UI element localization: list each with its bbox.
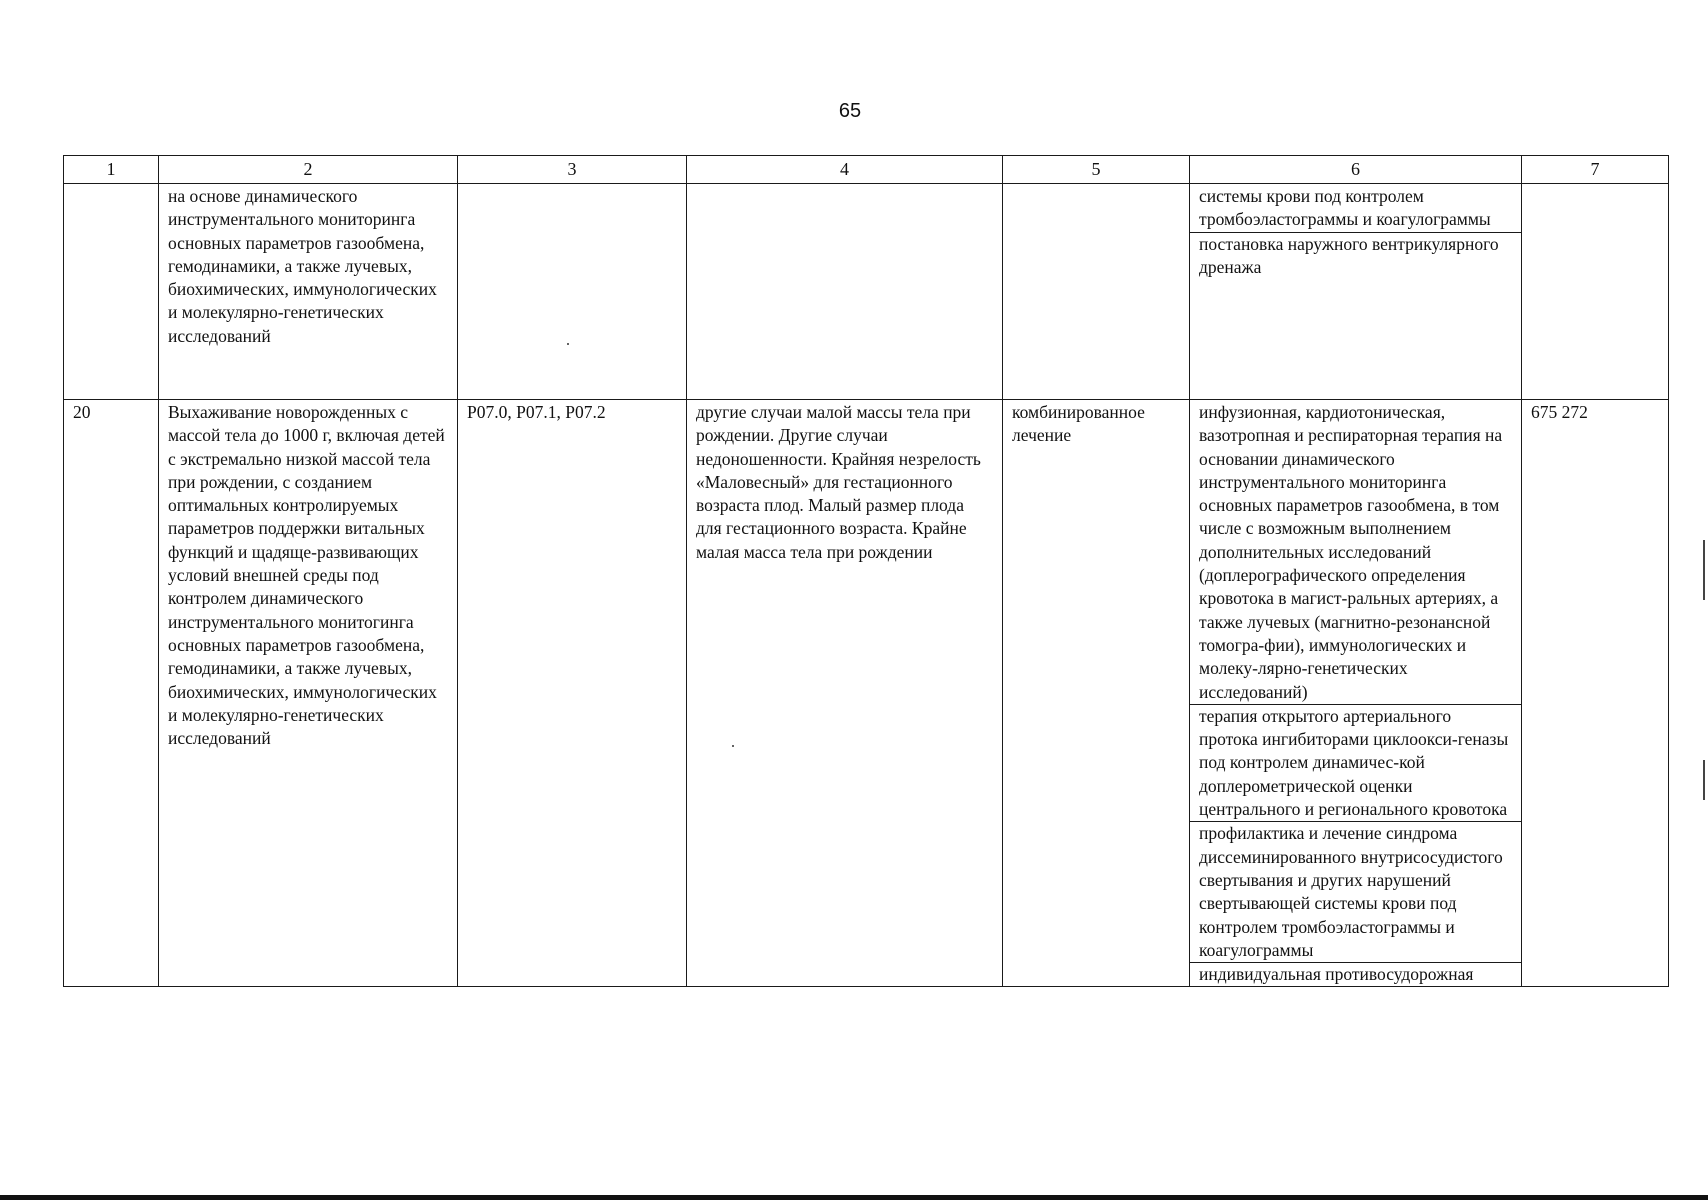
column-header-3: 3 — [458, 156, 687, 184]
cont-col3 — [458, 184, 687, 400]
column-header-2: 2 — [159, 156, 458, 184]
method-2: терапия открытого артериального протока ингибиторами циклоокси-геназы под контролем динамичес-кой доплерометрической оценки центрального и регионального кровотока — [1190, 704, 1521, 821]
column-header-1: 1 — [64, 156, 159, 184]
scan-edge-mark — [1703, 540, 1705, 600]
row-treatment-type: комбинированное лечение — [1003, 400, 1190, 987]
cont-method-2: постановка наружного вентрикулярного дренажа — [1190, 232, 1521, 280]
scan-bottom-edge — [0, 1195, 1708, 1200]
column-header-6: 6 — [1190, 156, 1522, 184]
services-table — [63, 155, 1669, 987]
row-number: 20 — [64, 400, 159, 987]
cont-description: на основе динамического инструментального мониторинга основных параметров газообмена, гемодинамики, а также лучевых, биохимических, иммунологических и молекулярно-генетических исследований — [159, 184, 458, 400]
method-1: инфузионная, кардиотоническая, вазотропная и респираторная терапия на основании динамического инструментального мониторинга основных параметров газообмена, в том числе с возможным выполнением дополнительных исследований (доплерографического определения кровотока в магист-ральных артериях, а также лучевых (магнитно-резонансной томогра-фии), иммунологических и молеку-лярно-генетических исследований) — [1199, 402, 1503, 702]
row-cost: 675 272 — [1522, 400, 1669, 987]
row-methods-cell — [1190, 400, 1522, 987]
column-number-row — [64, 156, 1669, 184]
cont-col5 — [1003, 184, 1190, 400]
cont-col1 — [64, 184, 159, 400]
scan-speck — [732, 745, 734, 747]
cont-col4 — [687, 184, 1003, 400]
row-description: Выхаживание новорожденных с массой тела до 1000 г, включая детей с экстремально низкой массой тела при рождении, с созданием оптимальных контролируемых параметров поддержки витальных функций и щадяще-развивающих условий внешней среды под контролем динамического инструментального монитогинга основных параметров газообмена, гемодинамики, а также лучевых, биохимических, иммунологических и молекулярно-генетических исследований — [159, 400, 458, 987]
cont-method-1: системы крови под контролем тромбоэластограммы и коагулограммы — [1199, 186, 1491, 230]
row-codes: P07.0, P07.1, P07.2 — [458, 400, 687, 987]
column-header-5: 5 — [1003, 156, 1190, 184]
method-3: профилактика и лечение синдрома диссеминированного внутрисосудистого свертывания и других нарушений свертывающей системы крови под контролем тромбоэластограммы и коагулограммы — [1190, 821, 1521, 962]
column-header-4: 4 — [687, 156, 1003, 184]
row-diagnosis: другие случаи малой массы тела при рождении. Другие случаи недоношенности. Крайняя незрелость «Маловесный» для гестационного возраста плод. Малый размер плода для гестационного возраста. Крайне малая масса тела при рождении — [687, 400, 1003, 987]
cont-methods-cell — [1190, 184, 1522, 400]
column-header-7: 7 — [1522, 156, 1669, 184]
page-number: 65 — [838, 100, 862, 122]
scan-edge-mark — [1703, 760, 1705, 800]
scan-speck — [567, 343, 569, 345]
continuation-row — [64, 184, 1669, 400]
method-4: индивидуальная противосудорожная — [1190, 962, 1521, 986]
table-row-20 — [64, 400, 1669, 987]
cont-col7 — [1522, 184, 1669, 400]
